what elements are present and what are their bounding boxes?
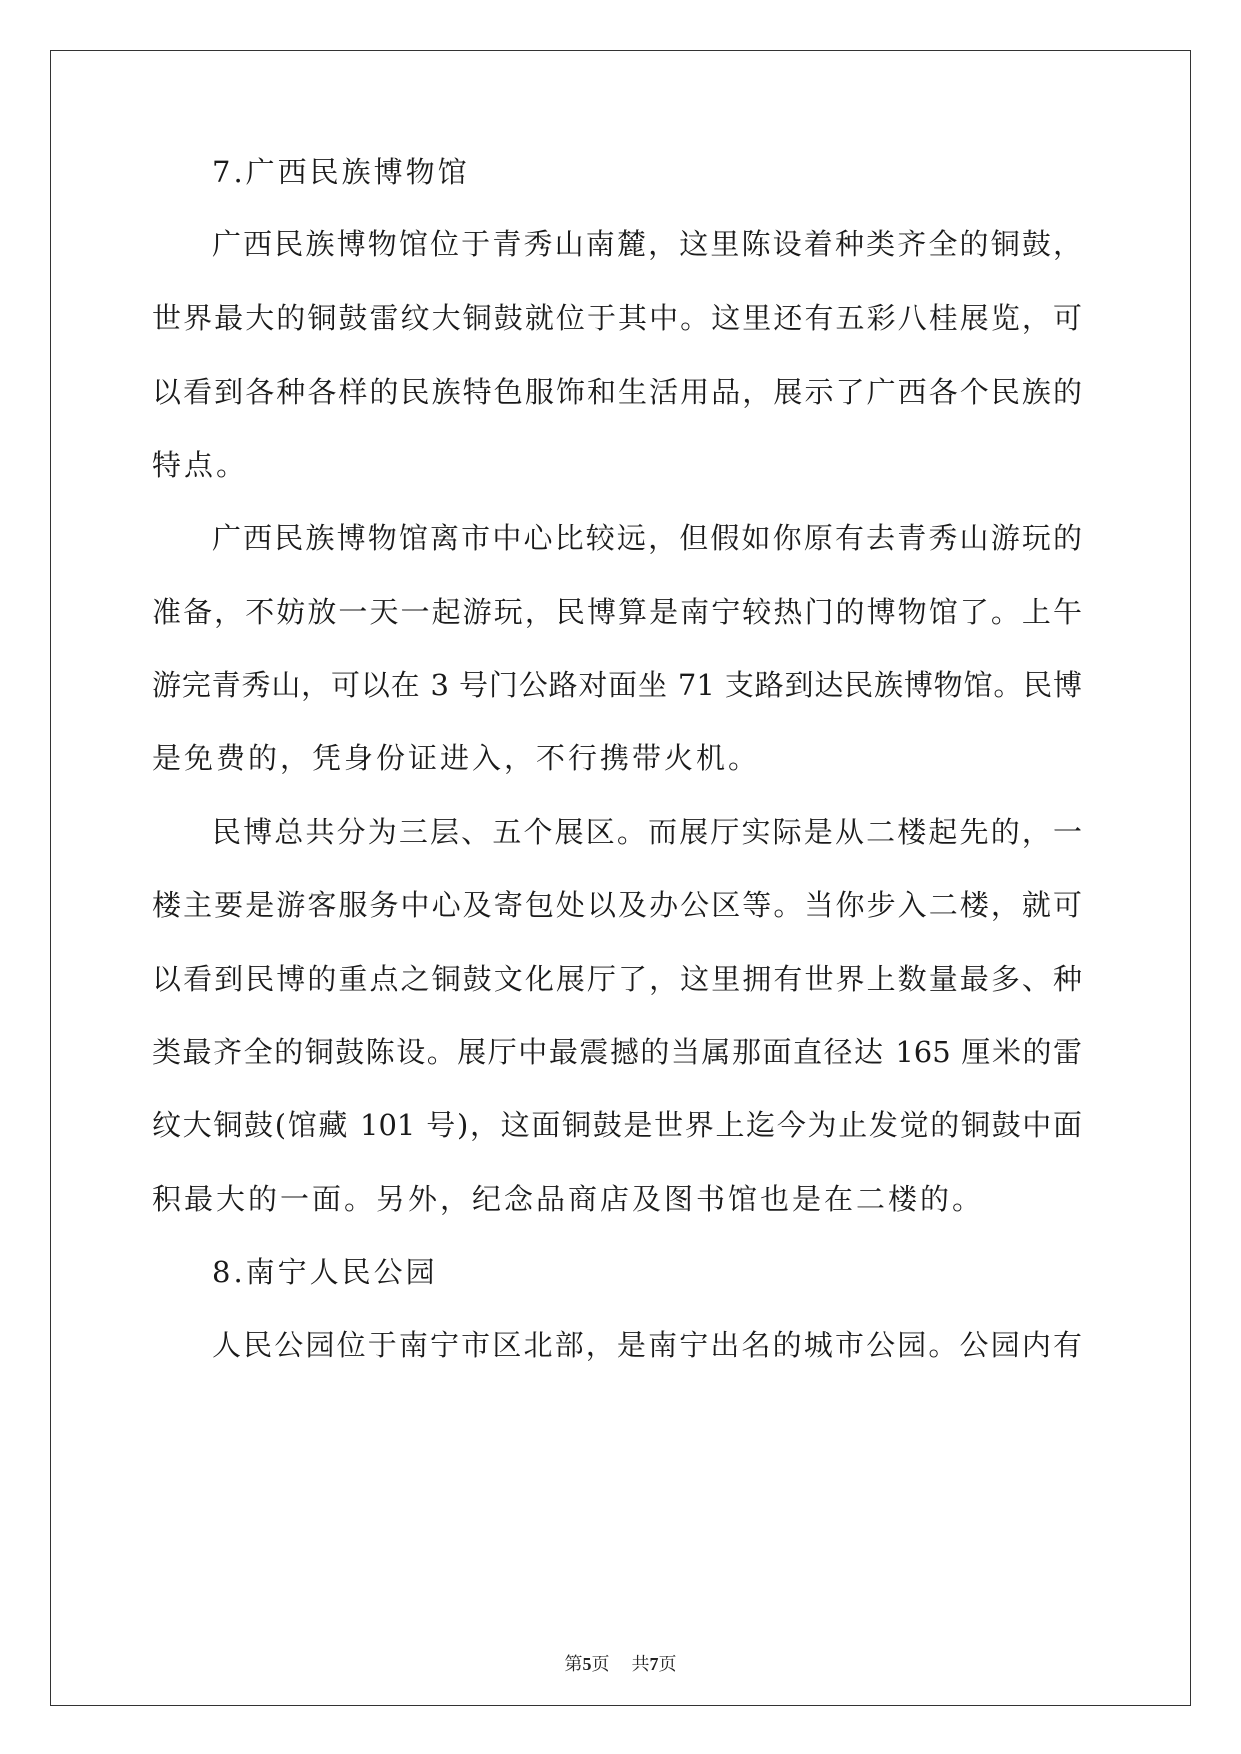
paragraph-line: 以看到各种各样的民族特色服饰和生活用品，展示了广西各个民族的 (152, 375, 1082, 409)
paragraph-line: 世界最大的铜鼓雷纹大铜鼓就位于其中。这里还有五彩八桂展览，可 (152, 301, 1082, 335)
total-prefix: 共 (631, 1654, 650, 1675)
paragraph-line: 广西民族博物馆离市中心比较远，但假如你原有去青秀山游玩的 (212, 521, 1082, 555)
section-heading-8: 8.南宁人民公园 (212, 1255, 438, 1289)
page-suffix: 页 (591, 1654, 610, 1675)
paragraph-line: 是免费的，凭身份证进入，不行携带火机。 (152, 741, 761, 775)
page-prefix: 第 (564, 1654, 583, 1675)
current-page-number: 5 (582, 1654, 592, 1674)
paragraph-line: 以看到民博的重点之铜鼓文化展厅了，这里拥有世界上数量最多、种 (152, 962, 1082, 996)
page-footer (0, 1652, 1241, 1677)
paragraph-line: 类最齐全的铜鼓陈设。展厅中最震撼的当属那面直径达 165 厘米的雷 (152, 1035, 1082, 1069)
paragraph-line: 纹大铜鼓(馆藏 101 号)，这面铜鼓是世界上迄今为止发觉的铜鼓中面 (152, 1108, 1082, 1142)
paragraph-line: 民博总共分为三层、五个展区。而展厅实际是从二楼起先的，一 (212, 815, 1082, 849)
paragraph-line: 广西民族博物馆位于青秀山南麓，这里陈设着种类齐全的铜鼓， (212, 227, 1082, 261)
total-page-number: 7 (649, 1654, 659, 1674)
paragraph-line: 游完青秀山，可以在 3 号门公路对面坐 71 支路到达民族博物馆。民博 (152, 668, 1082, 702)
paragraph-line: 人民公园位于南宁市区北部，是南宁出名的城市公园。公园内有 (212, 1328, 1082, 1362)
paragraph-line: 楼主要是游客服务中心及寄包处以及办公区等。当你步入二楼，就可 (152, 888, 1082, 922)
paragraph-line: 积最大的一面。另外，纪念品商店及图书馆也是在二楼的。 (152, 1182, 985, 1216)
section-heading-7: 7.广西民族博物馆 (212, 155, 470, 189)
paragraph-line: 准备，不妨放一天一起游玩，民博算是南宁较热门的博物馆了。上午 (152, 595, 1082, 629)
paragraph-line: 特点。 (152, 448, 249, 482)
total-suffix: 页 (658, 1654, 677, 1675)
